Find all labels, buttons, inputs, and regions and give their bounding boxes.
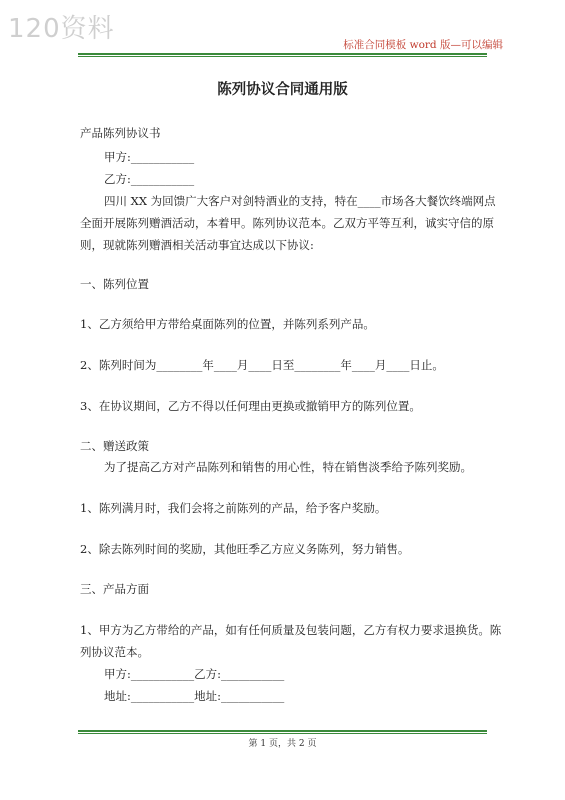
section-heading: 一、陈列位置 — [80, 277, 149, 291]
paragraph-line: 则，现就陈列赠酒相关活动事宜达成以下协议: — [80, 238, 314, 252]
paragraph-line: 产品陈列协议书 — [80, 126, 161, 140]
section-heading: 二、赠送政策 — [80, 439, 149, 453]
header-rule — [78, 53, 487, 57]
clause-line: 2、除去陈列时间的奖励，其他旺季乙方应义务陈列，努力销售。 — [80, 542, 410, 556]
party-b-line: 乙方:___________ — [104, 172, 195, 186]
party-a-line: 甲方:___________ — [104, 150, 195, 164]
clause-line: 1、陈列满月时，我们会将之前陈列的产品，给予客户奖励。 — [80, 501, 387, 515]
clause-line: 3、在协议期间，乙方不得以任何理由更换或撤销甲方的陈列位置。 — [80, 399, 421, 413]
footer-rule — [78, 730, 487, 734]
section-heading: 三、产品方面 — [80, 582, 149, 596]
header-note: 标准合同模板 word 版—可以编辑 — [343, 39, 503, 51]
signature-line: 甲方:___________乙方:___________ — [104, 667, 285, 681]
clause-line: 列协议范本。 — [80, 645, 149, 659]
document-title: 陈列协议合同通用版 — [217, 82, 348, 98]
clause-line: 1、甲方为乙方带给的产品，如有任何质量及包装问题，乙方有权力要求退换货。陈 — [80, 623, 502, 637]
page-number: 第 1 页，共 2 页 — [248, 739, 317, 749]
clause-line: 1、乙方须给甲方带给桌面陈列的位置，并陈列系列产品。 — [80, 317, 375, 331]
paragraph-line: 全面开展陈列赠酒活动，本着甲。陈列协议范本。乙双方平等互利，诚实守信的原 — [80, 216, 494, 230]
clause-line: 2、陈列时间为________年____月____日至________年____月____日止。 — [80, 358, 444, 372]
paragraph-line: 四川 XX 为回馈广大客户对剑特酒业的支持，特在____市场各大餐饮终端网点 — [104, 194, 496, 208]
watermark-logo: 120资料 — [8, 14, 115, 44]
address-line: 地址:___________地址:___________ — [104, 689, 285, 703]
paragraph-line: 为了提高乙方对产品陈列和销售的用心性，特在销售淡季给予陈列奖励。 — [104, 460, 472, 474]
